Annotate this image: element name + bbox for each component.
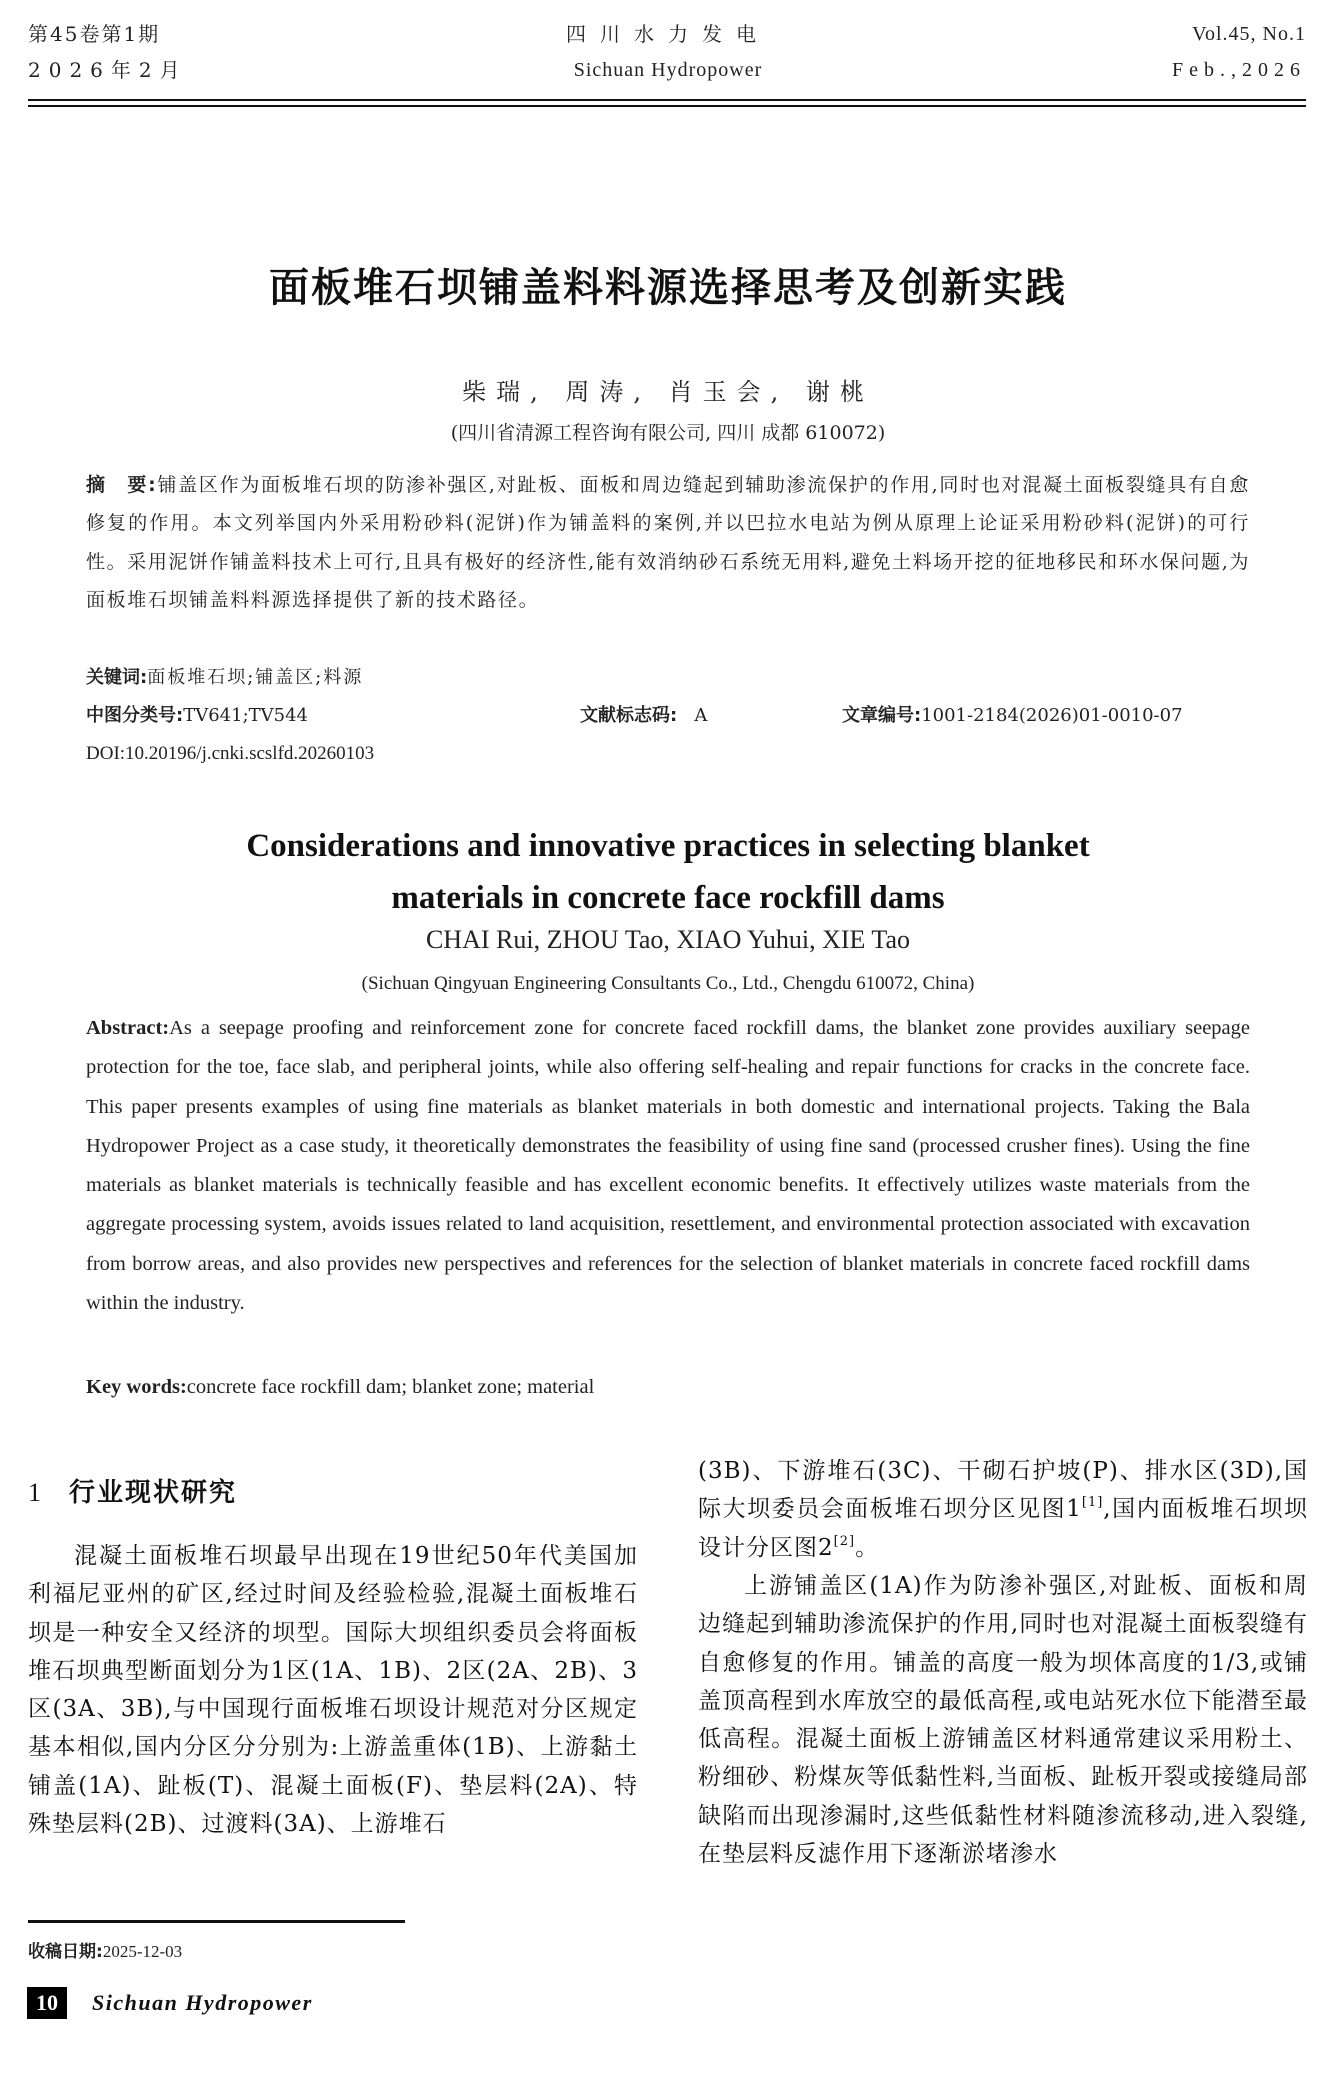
keywords-en-label: Key words: [86,1376,187,1398]
page-number: 10 [27,1987,67,2019]
keywords-en [86,1368,1250,1407]
header-rule-top [28,99,1306,101]
header-journal-cn: 四川水力发电 [566,22,770,46]
header-volume-cn: 第45卷第1期 [28,22,161,46]
clc-label: 中图分类号: [86,705,184,726]
keywords-cn-text: 面板堆石坝;铺盖区;料源 [147,667,364,688]
clc-number [86,704,308,728]
article-no-label: 文章编号: [842,705,922,726]
keywords-cn-label: 关键词: [86,667,148,688]
citation-ref-1[interactable]: [1] [1081,1495,1104,1511]
article-no-value: 1001-2184(2026)01-0010-07 [921,705,1183,726]
abstract-cn-text: 铺盖区作为面板堆石坝的防渗补强区,对趾板、面板和周边缝起到辅助渗流保护的作用,同时也对混凝土面板裂缝具有自愈修复的作用。本文列举国内外采用粉砂料(泥饼)作为铺盖料的案例,并以巴拉水电站为例从原理上论证采用粉砂料(泥饼)的可行性。采用泥饼作铺盖料技术上可行,且具有极好的经济性,能有效消纳砂石系统无用料,避免土料场开挖的征地移民和环水保问题,为面板堆石坝铺盖料料源选择提供了新的技术路径。 [86,474,1250,612]
abstract-en-label: Abstract: [86,1017,170,1039]
authors-en: CHAI Rui, ZHOU Tao, XIAO Yuhui, XIE Tao [425,925,911,954]
received-date-value: 2025-12-03 [102,1942,183,1961]
body-text: 。 [855,1534,880,1561]
header-volume-en: Vol.45, No.1 [1192,23,1306,45]
abstract-en [86,1009,1250,1323]
document-code [580,704,707,728]
abstract-cn-label: 摘 要: [86,474,158,496]
header-rule-bottom [28,105,1306,107]
body-text: (3B)、下游堆石(3C)、干砌石护坡(P)、排水区(3D),国际大坝委员会面板堆石坝分区见图1 [698,1458,1308,1523]
authors-cn: 柴瑞, 周涛, 肖玉会, 谢桃 [462,378,874,406]
citation-ref-2[interactable]: [2] [833,1533,856,1549]
received-date [28,1937,182,1962]
abstract-en-text: As a seepage proofing and reinforcement zone for concrete faced rockfill dams, the blanket zone provides auxiliary seepage protection for the toe, face slab, and peripheral joints, while also offering self-healing and repair functions for cracks in the concrete face. This paper presents examples of using fine materials as blanket materials in both domestic and international projects. Taking the Bala Hydropower Project as a case study, it theoretically demonstrates the feasibility of using fine sand (processed crusher fines). Using the fine materials as blanket materials is technically feasible and has excellent economic benefits. It effectively utilizes waste materials from the aggregate processing system, avoids issues related to land acquisition, resettlement, and environmental protection associated with excavation from borrow areas, and also provides new perspectives and references for the selection of blanket materials in concrete faced rockfill dams within the industry. [86,1017,1250,1315]
header-date-cn: 2026年2月 [28,58,188,82]
section-heading-1 [28,1475,237,1511]
body-paragraph-left: 混凝土面板堆石坝最早出现在19世纪50年代美国加利福尼亚州的矿区,经过时间及经验检验,混凝土面板堆石坝是一种安全又经济的坝型。国际大坝组织委员会将面板堆石坝典型断面划分为1区(1A、1B)、2区(2A、2B)、3区(3A、3B),与中国现行面板堆石坝设计规范对分区规定基本相似,国内分区分分别为:上游盖重体(1B)、上游黏土铺盖(1A)、趾板(T)、混凝土面板(F)、垫层料(2A)、特殊垫层料(2B)、过渡料(3A)、上游堆石 [28,1543,638,1838]
keywords-cn [86,666,363,690]
keywords-en-text: concrete face rockfill dam; blanket zone; material [186,1376,595,1398]
section-title: 行业现状研究 [69,1478,238,1508]
footnote-rule [28,1920,405,1923]
received-date-label: 收稿日期: [28,1942,103,1962]
doc-code-label: 文献标志码: [580,705,678,726]
doi: DOI:10.20196/j.cnki.scslfd.20260103 [86,743,375,764]
body-paragraph-right-1 [698,1452,1308,1567]
article-number [842,704,1183,728]
paper-title-cn: 面板堆石坝铺盖料料源选择思考及创新实践 [269,265,1067,311]
header-date-en: Feb.,2026 [1172,59,1306,81]
clc-value: TV641;TV544 [183,705,308,726]
paper-title-en-line2: materials in concrete face rockfill dams [391,880,945,916]
body-paragraph-right-2: 上游铺盖区(1A)作为防渗补强区,对趾板、面板和周边缝起到辅助渗流保护的作用,同时也对混凝土面板裂缝有自愈修复的作用。铺盖的高度一般为坝体高度的1/3,或铺盖顶高程到水库放空的最低高程,或电站死水位下能潜至最低高程。混凝土面板上游铺盖区材料通常建议采用粉土、粉细砂、粉煤灰等低黏性料,当面板、趾板开裂或接缝局部缺陷而出现渗漏时,这些低黏性材料随渗流移动,进入裂缝,在垫层料反滤作用下逐渐淤堵渗水 [698,1573,1308,1868]
doc-code-value: A [694,705,708,726]
body-text: ,国内面板堆石坝坝设计分区图2 [698,1496,1308,1561]
abstract-cn [86,466,1250,620]
affiliation-en: (Sichuan Qingyuan Engineering Consultants Co., Ltd., Chengdu 610072, China) [361,973,975,994]
affiliation-cn: (四川省清源工程咨询有限公司, 四川 成都 610072) [450,422,886,444]
header-journal-en: Sichuan Hydropower [573,59,763,81]
footer-journal-name: Sichuan Hydropower [92,1990,313,2015]
section-number: 1 [28,1478,41,1507]
paper-title-en-line1: Considerations and innovative practices in selecting blanket [246,828,1090,864]
